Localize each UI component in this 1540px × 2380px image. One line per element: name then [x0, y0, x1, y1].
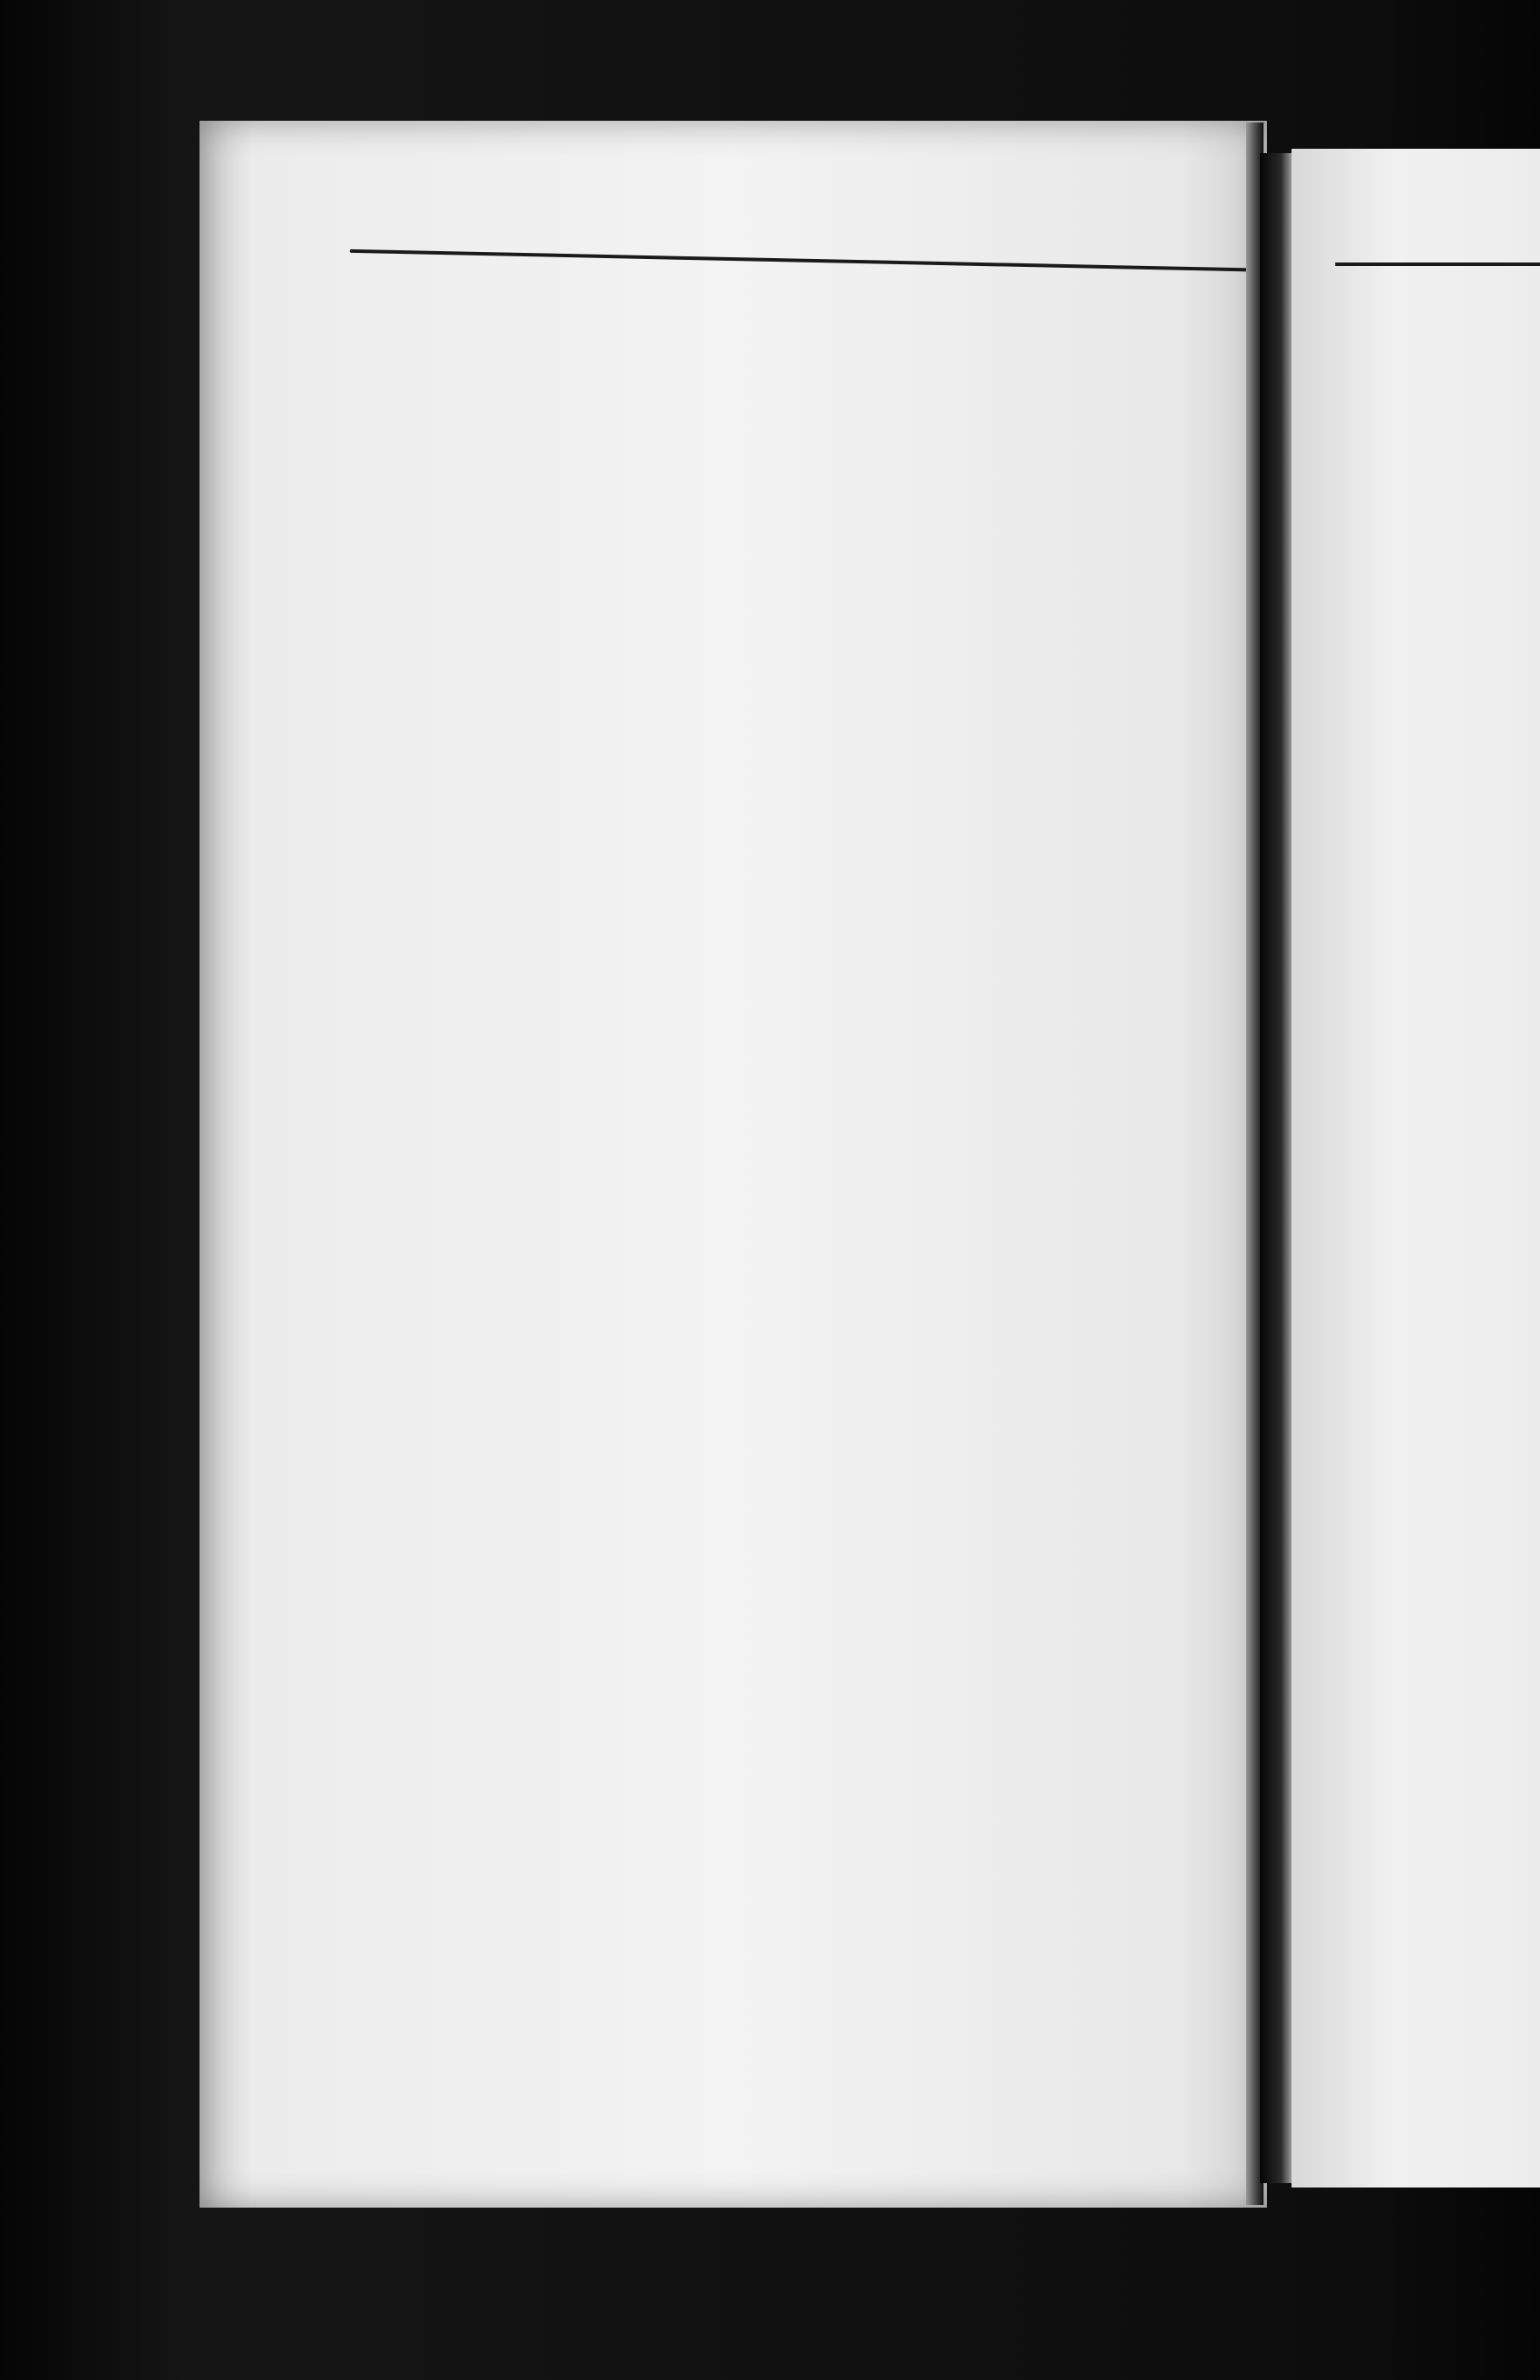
assembly-members-paragraph	[349, 270, 1267, 293]
riding-heading	[349, 270, 1267, 293]
riding-paragraph	[349, 270, 1267, 293]
gutter-shadow	[1260, 153, 1295, 2183]
left-page-content	[349, 234, 1267, 293]
right-page-text	[1344, 236, 1540, 334]
left-page-text-block	[200, 121, 1267, 2208]
left-page	[200, 121, 1267, 2208]
right-page-fragment	[1292, 149, 1540, 2188]
right-page-divider	[1335, 262, 1540, 266]
section-divider	[350, 249, 1267, 276]
